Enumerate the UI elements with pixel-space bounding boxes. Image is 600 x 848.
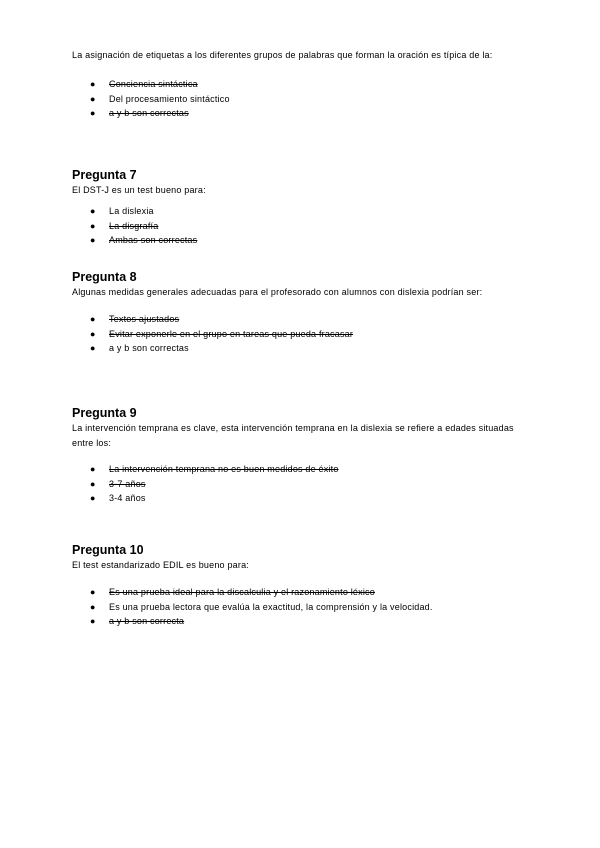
question-7 [72,167,532,248]
question-title: Pregunta 7 [72,168,137,182]
question-title: Pregunta 8 [72,270,137,284]
bullet-icon: ● [90,478,96,489]
option-label: Evitar exponerle en el grupo en tareas que pueda fracasar [109,328,354,339]
question-text: El test estandarizado EDIL es bueno para: [72,560,249,570]
option-item [72,614,532,629]
option-item [72,312,532,327]
option-label: a y b son correctas [109,343,189,354]
question-text: La asignación de etiquetas a los diferentes grupos de palabras que forman la oración es típica de la: [72,50,493,60]
question-intro [72,48,532,121]
bullet-icon: ● [90,314,96,324]
option-item [72,233,532,248]
option-item [72,106,532,121]
question-8 [72,269,532,356]
option-label: La dislexia [109,206,154,216]
bullet-icon: ● [90,220,96,231]
question-text: Algunas medidas generales adecuadas para el profesorado con alumnos con dislexia podrían ser: [72,287,483,297]
options-list [72,462,532,506]
option-label: La disgrafía [109,220,159,231]
bullet-icon: ● [90,235,96,246]
bullet-icon: ● [90,493,96,504]
option-item [72,204,532,219]
option-item [72,585,532,600]
bullet-icon: ● [90,79,96,89]
option-label: Es una prueba ideal para la discalculia y el razonamiento léxico [109,587,375,597]
option-label: 3-7 años [109,478,146,489]
option-item [72,77,532,92]
options-list [72,585,532,629]
option-item [72,600,532,615]
options-list [72,204,532,248]
option-label: a y b son correctas [109,108,189,119]
option-label: La intervención temprana no es buen medidos de éxito [109,464,339,474]
bullet-icon: ● [90,343,96,354]
option-label: a y b son correcta [109,616,185,627]
option-item [72,327,532,342]
bullet-icon: ● [90,601,96,612]
option-item [72,477,532,492]
options-list [72,312,532,356]
bullet-icon: ● [90,93,96,104]
question-10 [72,542,532,629]
options-list [72,77,532,121]
option-label: Es una prueba lectora que evalúa la exactitud, la comprensión y la velocidad. [109,601,433,612]
option-label: 3-4 años [109,493,146,504]
option-item [72,341,532,356]
question-title: Pregunta 9 [72,406,137,420]
bullet-icon: ● [90,616,96,627]
option-item [72,219,532,234]
question-text: El DST-J es un test bueno para: [72,185,206,195]
bullet-icon: ● [90,464,96,474]
question-9 [72,405,532,506]
question-text: La intervención temprana es clave, esta intervención temprana en la dislexia se refiere a edades situadas entre los: [72,423,514,448]
bullet-icon: ● [90,587,96,597]
option-label: Conciencia sintáctica [109,79,198,89]
option-label: Ambas son correctas [109,235,198,246]
option-item [72,462,532,477]
option-label: Textos ajustados [109,314,180,324]
option-label: Del procesamiento sintáctico [109,93,230,104]
bullet-icon: ● [90,206,96,216]
question-title: Pregunta 10 [72,543,144,557]
option-item [72,92,532,107]
bullet-icon: ● [90,108,96,119]
option-item [72,491,532,506]
bullet-icon: ● [90,328,96,339]
